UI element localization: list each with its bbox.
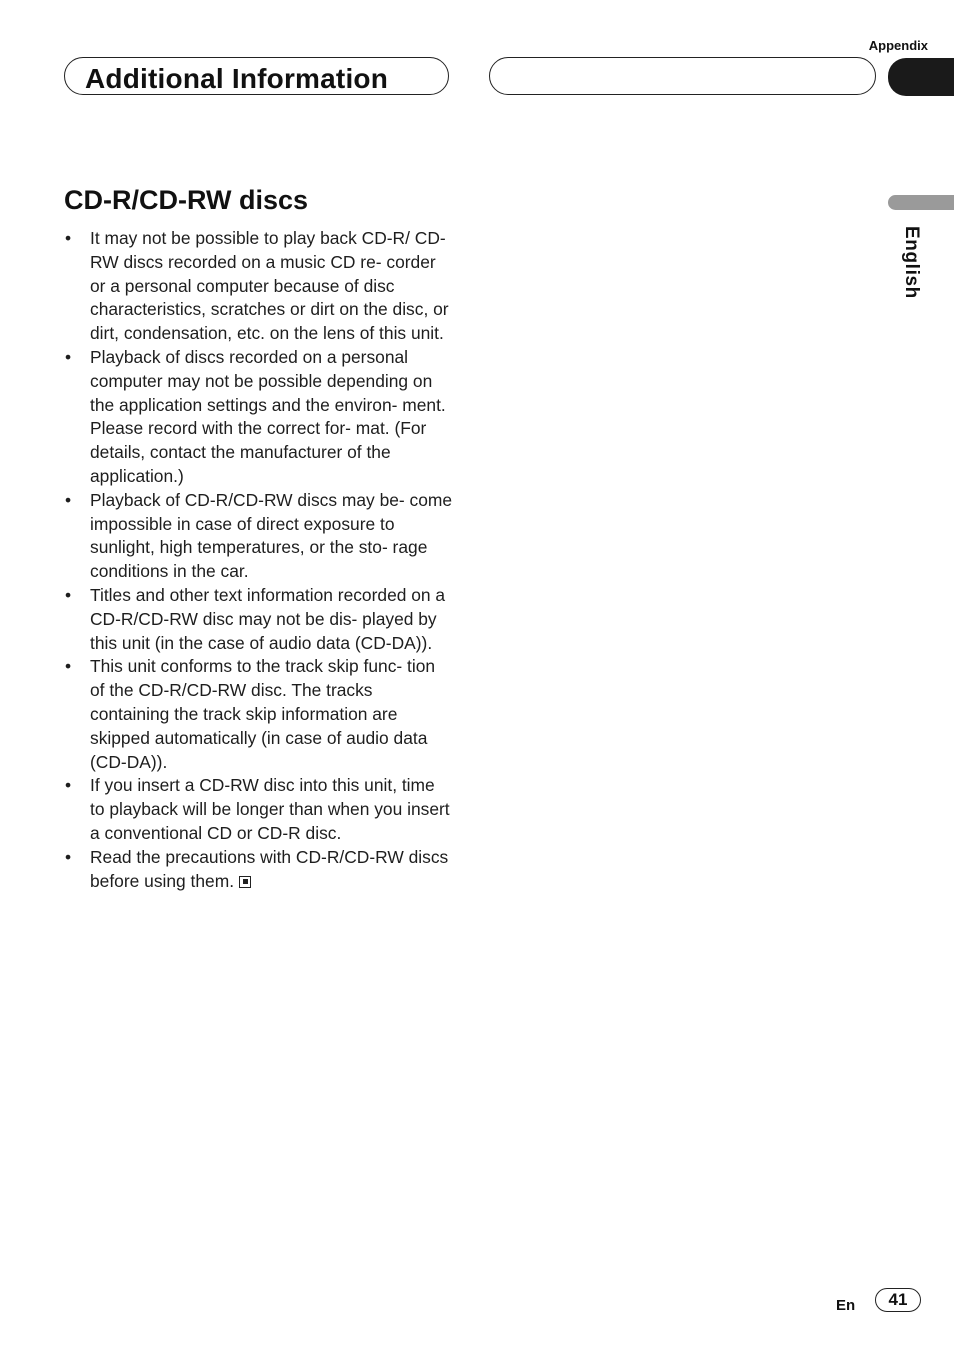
list-item [64, 346, 454, 489]
footer-language-code: En [836, 1297, 856, 1314]
end-of-section-icon [239, 876, 251, 888]
list-item-text: Titles and other text information recorded on a CD-R/CD-RW disc may not be dis- played by this unit (in the case of audio data (CD-DA)). [90, 584, 446, 653]
language-tab-marker [888, 195, 954, 210]
page-number: 41 [875, 1288, 921, 1312]
chapter-tab-marker [888, 58, 954, 96]
list-item [64, 846, 454, 894]
list-item [64, 655, 454, 774]
section-title: Additional Information [85, 63, 389, 94]
list-item [64, 584, 454, 655]
appendix-label: Appendix [868, 38, 928, 53]
list-item-text: It may not be possible to play back CD-R/ CD-RW discs recorded on a music CD re- corder or a personal computer because of disc characteristics, scratches or dirt on the disc, or dirt, condensation, etc. on the lens of this unit. [90, 228, 449, 344]
list-item [64, 489, 454, 584]
bullet-list [64, 227, 454, 893]
list-item-text: Playback of discs recorded on a personal computer may not be possible depending on the application settings and the environ- ment. Please record with the correct for- mat. (For details, contact the manufacturer of the application.) [90, 346, 446, 486]
page-heading: CD-R/CD-RW discs [64, 185, 309, 215]
list-item [64, 774, 454, 845]
header-empty-pill [489, 57, 876, 95]
section-title-pill [64, 57, 449, 95]
list-item-text: If you insert a CD-RW disc into this unit, time to playback will be longer than when you insert a conventional CD or CD-R disc. [90, 775, 450, 843]
list-item [64, 227, 454, 346]
list-item-text: Playback of CD-R/CD-RW discs may be- come impossible in case of direct exposure to sunlight, high temperatures, or the sto- rage conditions in the car. [90, 489, 453, 582]
list-item-text: Read the precautions with CD-R/CD-RW discs before using them. [90, 846, 449, 891]
list-item-text: This unit conforms to the track skip func- tion of the CD-R/CD-RW disc. The tracks containing the track skip information are skipped automatically (in case of audio data (CD-DA)). [90, 656, 436, 772]
language-label: English [901, 226, 922, 299]
